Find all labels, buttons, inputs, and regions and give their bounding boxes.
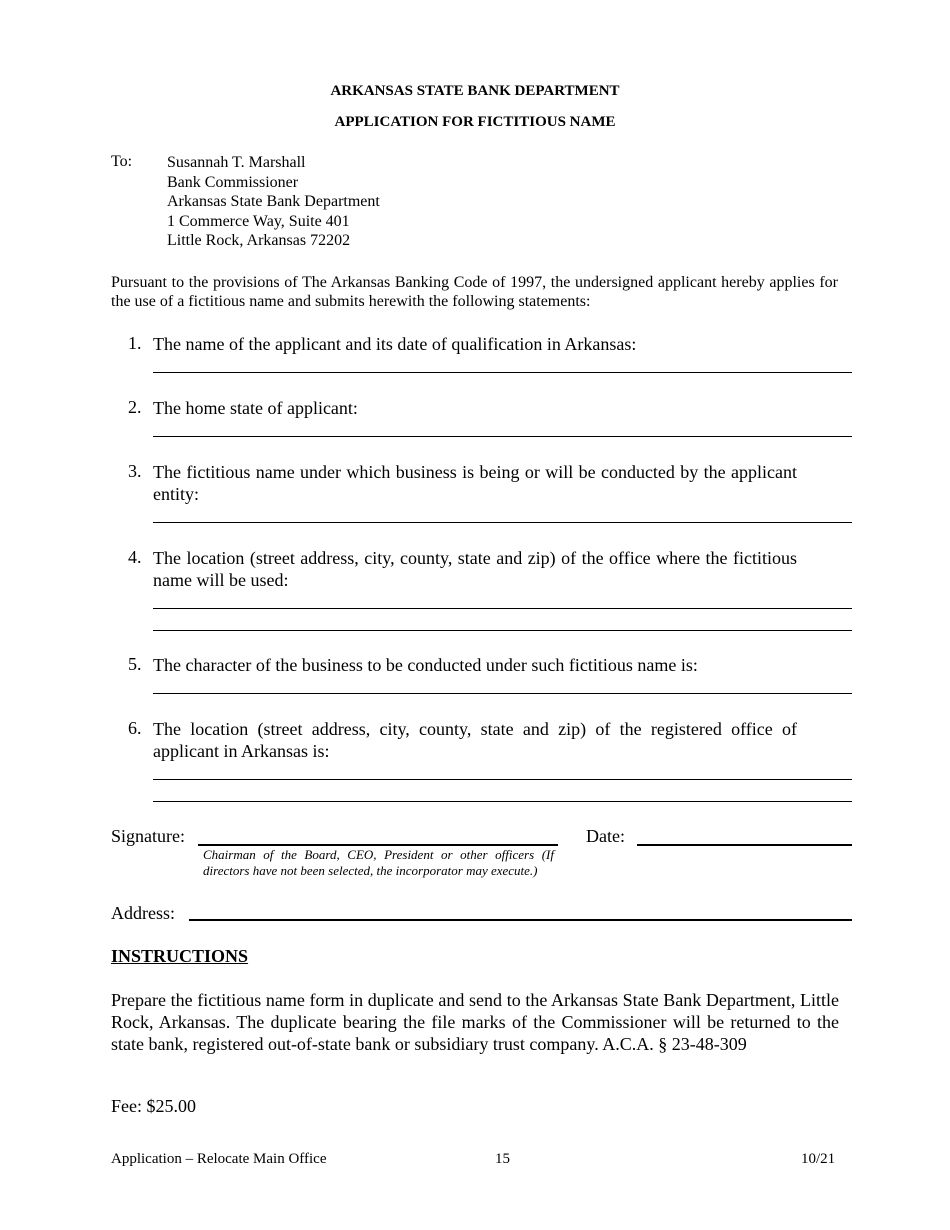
item-1-answer-line[interactable] — [153, 372, 852, 373]
item-number: 4. — [128, 547, 142, 567]
item-number: 3. — [128, 461, 142, 481]
addressee-name: Susannah T. Marshall — [167, 154, 306, 171]
footer-form-name: Application – Relocate Main Office — [111, 1151, 327, 1167]
addressee-street: 1 Commerce Way, Suite 401 — [167, 212, 350, 230]
item-text: The location (street address, city, county, state and zip) of the registered office of applicant in Arkansas is: — [153, 719, 797, 761]
item-3-answer-line[interactable] — [153, 522, 852, 523]
addressee-title: Bank Commissioner — [167, 173, 299, 191]
item-5-answer-line[interactable] — [153, 693, 852, 694]
item-2-answer-line[interactable] — [153, 436, 852, 437]
item-text: The fictitious name under which business is being or will be conducted by the applicant entity: — [153, 462, 797, 504]
item-number: 5. — [128, 654, 142, 674]
form-title: APPLICATION FOR FICTITIOUS NAME — [334, 114, 616, 130]
date-label: Date: — [586, 826, 625, 846]
item-4-answer-line[interactable] — [153, 630, 852, 631]
signature-label: Signature: — [111, 826, 185, 846]
item-text: The name of the applicant and its date of qualification in Arkansas: — [153, 334, 637, 354]
item-text: The character of the business to be conducted under such fictitious name is: — [153, 655, 698, 675]
addressee-block — [167, 153, 380, 251]
department-heading: ARKANSAS STATE BANK DEPARTMENT — [330, 83, 620, 99]
item-text: The location (street address, city, county, state and zip) of the office where the fictitious name will be used: — [153, 548, 797, 590]
instructions-paragraph: Prepare the fictitious name form in duplicate and send to the Arkansas State Bank Department, Little Rock, Arkansas. The duplicate bearing the file marks of the Commissioner will be returned to the state bank, registered out-of-state bank or subsidiary trust company. A.C.A. § 23-48-309 — [111, 990, 839, 1054]
fee-text: Fee: $25.00 — [111, 1096, 196, 1116]
instructions-heading: INSTRUCTIONS — [111, 946, 249, 966]
date-line[interactable] — [637, 844, 852, 846]
item-text: The home state of applicant: — [153, 398, 358, 418]
to-label: To: — [111, 153, 133, 170]
addressee-department: Arkansas State Bank Department — [167, 193, 380, 211]
addressee-city: Little Rock, Arkansas 72202 — [167, 232, 351, 250]
footer-page-number: 15 — [495, 1151, 510, 1167]
item-number: 1. — [128, 333, 142, 353]
address-line[interactable] — [189, 919, 852, 921]
address-label: Address: — [111, 903, 175, 923]
signature-line[interactable] — [198, 844, 558, 846]
item-number: 2. — [128, 397, 142, 417]
signature-note: Chairman of the Board, CEO, President or other officers (If directors have not been selected, the incorporator may execute.) — [203, 847, 554, 878]
item-6-answer-line[interactable] — [153, 779, 852, 780]
intro-paragraph: Pursuant to the provisions of The Arkansas Banking Code of 1997, the undersigned applicant hereby applies for the use of a fictitious name and submits herewith the following statements: — [111, 274, 838, 310]
item-6-answer-line[interactable] — [153, 801, 852, 802]
footer-revision-date: 10/21 — [801, 1151, 836, 1167]
item-4-answer-line[interactable] — [153, 608, 852, 609]
item-number: 6. — [128, 718, 142, 738]
